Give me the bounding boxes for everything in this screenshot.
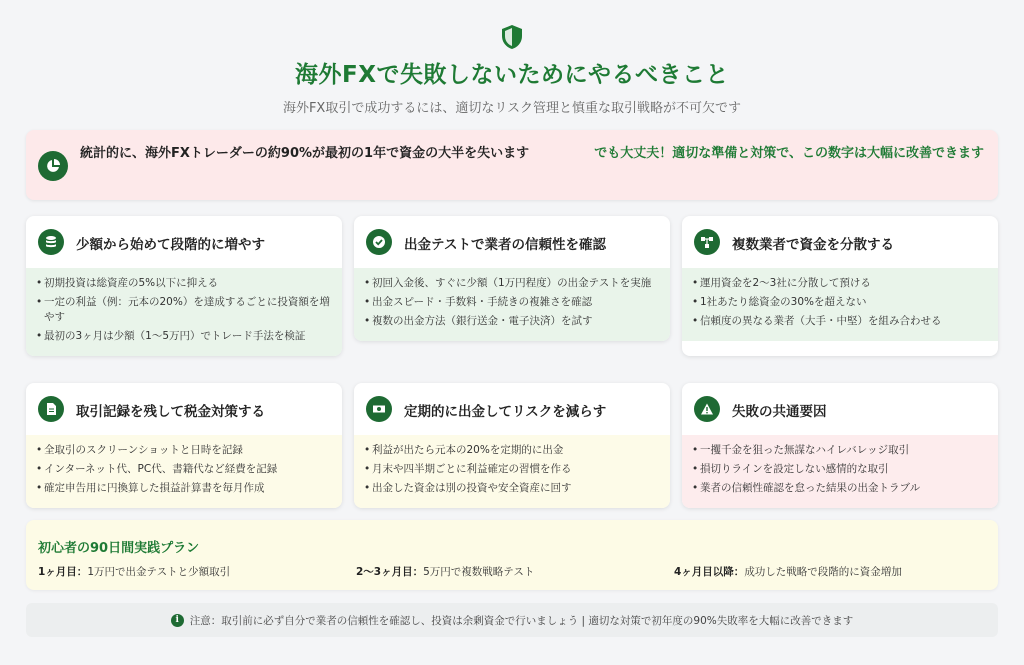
list-item: • 1社あたり総資金の30%を超えない [692,295,988,310]
card-title: 少額から始めて段階的に増やす [76,237,265,253]
list-item: • 業者の信頼性確認を怠った結果の出金トラブル [692,481,988,496]
alert-statistic-text: 統計的に、海外FXトレーダーの約90%が最初の1年で資金の大半を失います [80,146,530,161]
card-regular-withdrawal [354,383,670,508]
card-list [354,435,670,508]
coins-icon [38,229,64,255]
card-list [26,435,342,508]
card-title: 出金テストで業者の信頼性を確認 [404,237,606,253]
card-list [682,268,998,341]
card-title: 取引記録を残して税金対策する [76,404,265,420]
list-item: • 最初の3ヶ月は少額（1〜5万円）でトレード手法を検証 [36,329,332,344]
plan-title: 初心者の90日間実践プラン [38,541,200,556]
list-item: • 確定申告用に円換算した損益計算書を毎月作成 [36,481,332,496]
list-item: • 一定の利益（例：元本の20%）を達成するごとに投資額を増やす [36,295,332,325]
alert-encouragement-text: でも大丈夫！適切な準備と対策で、この数字は大幅に改善できます [594,146,984,161]
list-item: • 利益が出たら元本の20%を定期的に出金 [364,443,660,458]
page-header [0,0,1024,116]
plan-step-1 [38,564,230,579]
card-list [26,268,342,356]
card-list [682,435,998,508]
page-subtitle: 海外FX取引で成功するには、適切なリスク管理と慎重な取引戦略が不可欠です [282,101,742,116]
list-item: • 一攫千金を狙った無謀なハイレバレッジ取引 [692,443,988,458]
warning-icon [694,396,720,422]
card-trade-records [26,383,342,508]
shield-icon [501,24,523,50]
list-item: • 運用資金を2〜3社に分散して預ける [692,276,988,291]
card-withdrawal-test [354,216,670,341]
network-icon [694,229,720,255]
card-diversify-brokers [682,216,998,356]
plan-step-3 [674,564,902,579]
plan-step-2 [356,564,534,579]
check-circle-icon [366,229,392,255]
plan-step-text: 5万円で複数戦略テスト [423,566,535,578]
list-item: • 初回入金後、すぐに少額（1万円程度）の出金テストを実施 [364,276,660,291]
page-title: 海外FXで失敗しないためにやるべきこと [295,62,729,88]
footer-text: 注意：取引前に必ず自分で業者の信頼性を確認し、投資は余剰資金で行いましょう | 適切な対策で初年度の90%失敗率を大幅に改善できます [189,614,854,627]
card-title: 定期的に出金してリスクを減らす [404,404,607,420]
ninety-day-plan [26,520,998,590]
card-list [354,268,670,341]
list-item: • 月末や四半期ごとに利益確定の習慣を作る [364,462,660,477]
list-item: • 損切りラインを設定しない感情的な取引 [692,462,988,477]
list-item: • 信頼度の異なる業者（大手・中堅）を組み合わせる [692,314,988,329]
plan-step-label: 1ヶ月目： [38,566,88,578]
list-item: • 出金した資金は別の投資や安全資産に回す [364,481,660,496]
card-small-start [26,216,342,356]
footer-notice [26,603,998,637]
money-icon [366,396,392,422]
list-item: • インターネット代、PC代、書籍代など経費を記録 [36,462,332,477]
card-failure-factors [682,383,998,508]
list-item: • 出金スピード・手数料・手続きの複雑さを確認 [364,295,660,310]
statistics-alert [26,130,998,200]
plan-step-text: 1万円で出金テストと少額取引 [87,566,231,578]
plan-step-label: 4ヶ月目以降： [674,566,745,578]
card-title: 失敗の共通要因 [732,404,827,420]
card-title: 複数業者で資金を分散する [732,237,894,253]
document-icon [38,396,64,422]
info-icon: i [171,614,184,627]
pie-chart-icon [38,151,68,181]
plan-step-label: 2〜3ヶ月目： [356,566,424,578]
list-item: • 複数の出金方法（銀行送金・電子決済）を試す [364,314,660,329]
list-item: • 初期投資は総資産の5%以下に抑える [36,276,332,291]
plan-step-text: 成功した戦略で段階的に資金増加 [744,566,902,578]
list-item: • 全取引のスクリーンショットと日時を記録 [36,443,332,458]
